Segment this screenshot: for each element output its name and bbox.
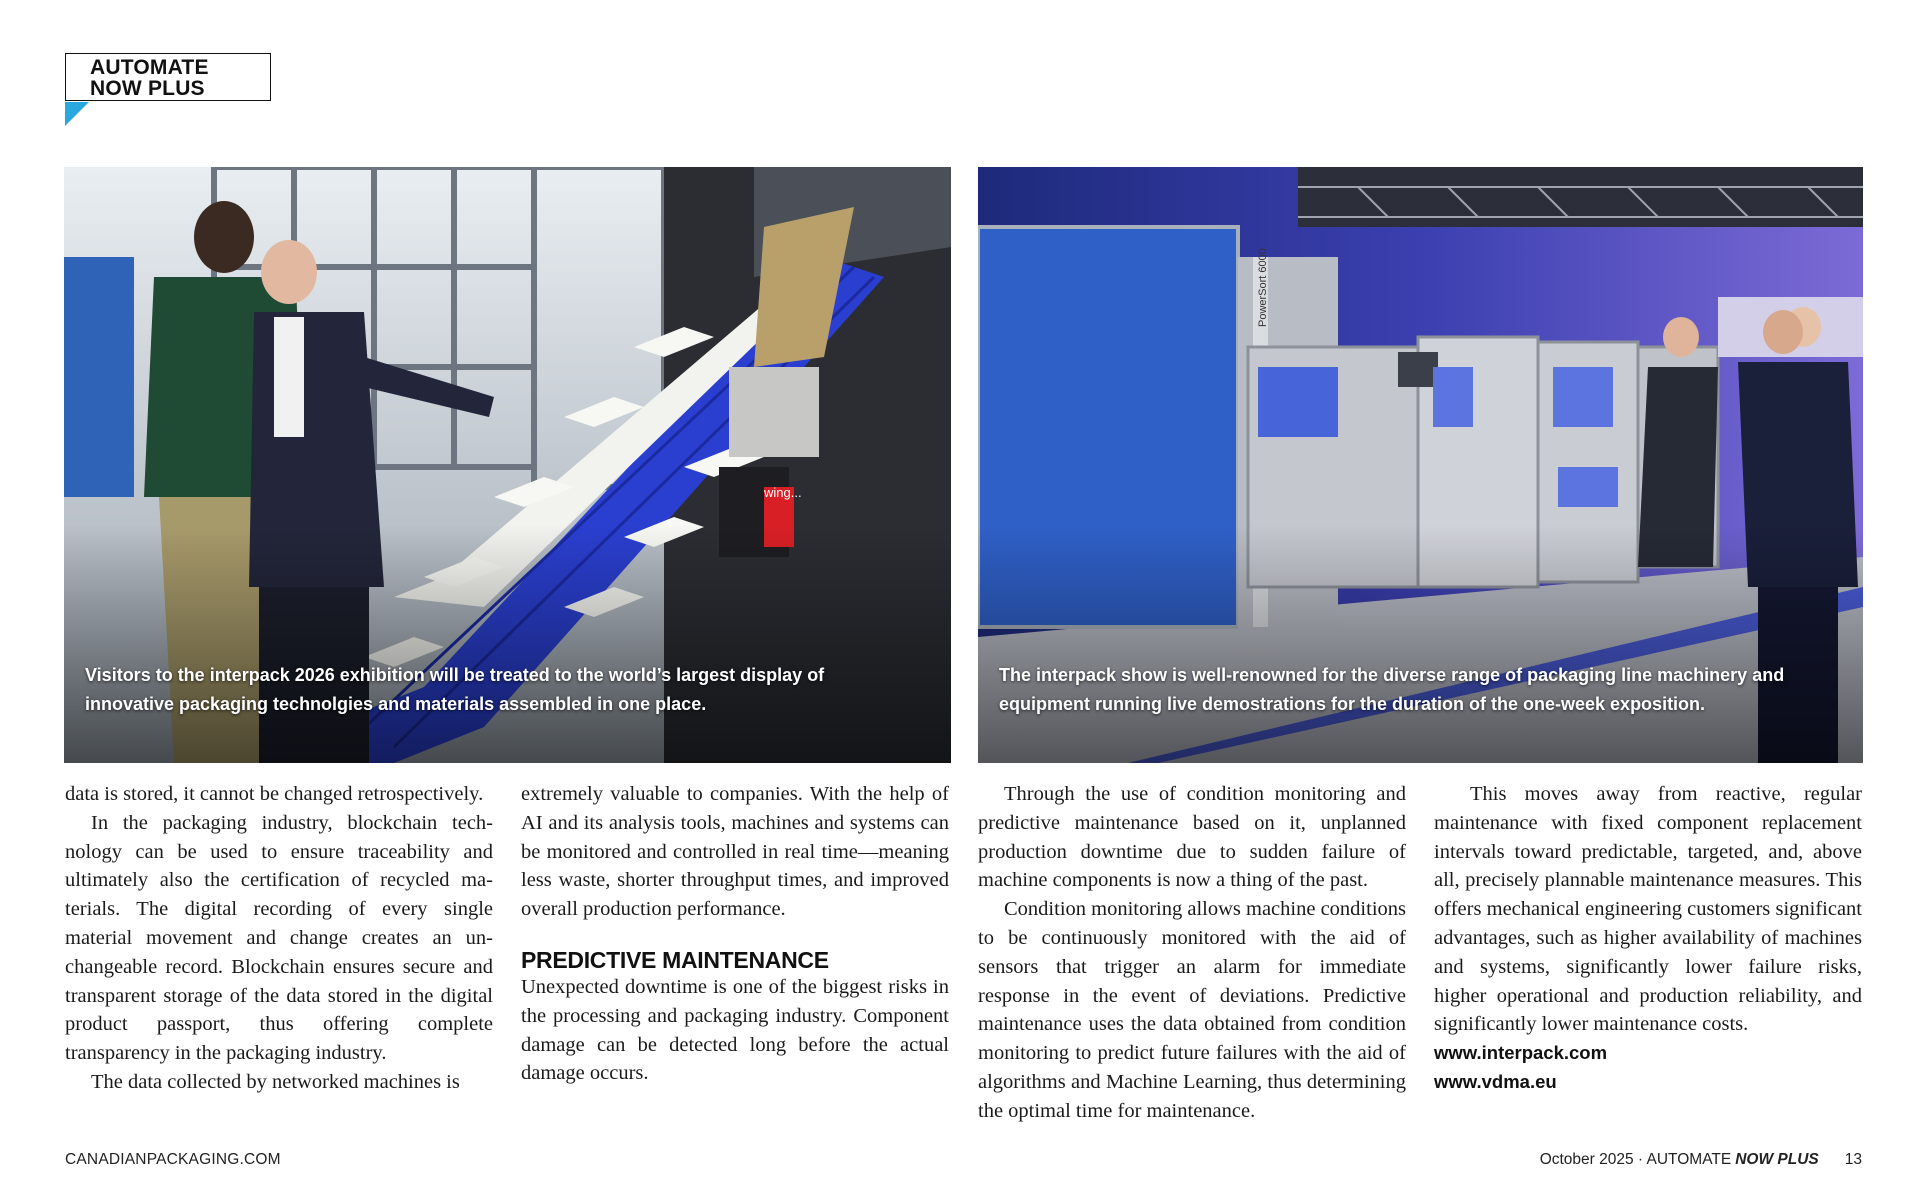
article-column-1 xyxy=(65,780,493,1097)
logo-line-1: AUTOMATE xyxy=(90,56,209,79)
article-column-2 xyxy=(521,780,949,1088)
footer-brand: NOW PLUS xyxy=(1735,1151,1819,1168)
paragraph: In the packaging industry, blockchain technology can be used to ensure traceability and ultimately also the certification of recycled materials. The digital recording of every single material movement and change creates an unchangeable record. Blockchain ensures secure and transparent storage of the data stored in the digital product passport, thus offering complete transparency in the packaging industry. xyxy=(65,811,493,1065)
photo-packaging-machinery xyxy=(978,167,1863,763)
footer-site: CANADIANPACKAGING.COM xyxy=(65,1151,281,1168)
photo-caption-right: The interpack show is well-renowned for the diverse range of packaging line machinery and equipment running live demostrations for the duration of the one-week exposition. xyxy=(999,665,1785,714)
paragraph: data is stored, it cannot be changed retrospectively. xyxy=(65,783,484,805)
section-heading: PREDICTIVE MAINTENANCE xyxy=(521,946,829,973)
paragraph: Through the use of condition monitoring and predictive maintenance based on it, unplanned production downtime due to sudden failure of machine components is now a thing of the past. xyxy=(978,783,1406,892)
article-column-3 xyxy=(978,780,1406,1126)
footer-issue: October 2025 · AUTOMATE xyxy=(1539,1151,1732,1168)
paragraph: The data collected by networked machines is xyxy=(91,1070,460,1093)
page-number: 13 xyxy=(1844,1151,1862,1168)
article-column-4 xyxy=(1434,780,1862,1097)
paragraph: Condition monitoring allows machine conditions to be continuously monitored with the aid of sensors that trigger an alarm for immediate response in the event of deviations. Predictive maintenance uses the data obtained from condition monitoring to predict future failures with the aid of algorithms and Machine Learning, thus determining the optimal time for maintenance. xyxy=(978,898,1406,1122)
footer-issue-info xyxy=(1540,1151,1862,1169)
photo-caption-left: Visitors to the interpack 2026 exhibition will be treated to the world’s largest display of innovative packaging technolgies and materials assembled in one place. xyxy=(85,665,825,714)
logo-accent-triangle xyxy=(65,102,89,126)
link-vdma[interactable]: www.vdma.eu xyxy=(1434,1070,1557,1092)
paragraph: Unexpected downtime is one of the biggest risks in the processing and packaging industry. Component damage can be detected long before the actual damage occurs. xyxy=(521,975,949,1085)
paragraph: extremely valuable to companies. With the help of AI and its analysis tools, machines and systems can be monitored and controlled in real time—meaning less waste, shorter throughput times, and improved overall production performance. xyxy=(521,783,949,921)
logo-line-2: NOW PLUS xyxy=(90,77,205,100)
photo-conveyor-exhibit xyxy=(64,167,951,763)
link-interpack[interactable]: www.interpack.com xyxy=(1434,1042,1608,1064)
paragraph: This moves away from reactive, regular maintenance with fixed component replacement intervals toward predictable, targeted, and, above all, precisely plannable maintenance measures. This offers mechanical engineering customers significant advantages, such as higher availability of machines and systems, significantly lower failure risks, higher operational and production reliability, and significantly lower maintenance costs. xyxy=(1434,783,1862,1036)
magazine-logo xyxy=(65,53,271,101)
